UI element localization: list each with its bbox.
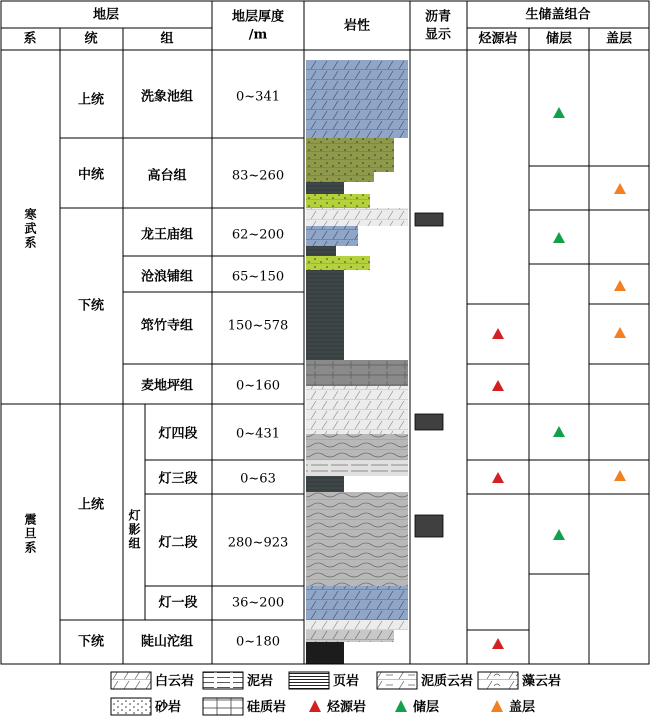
formation-name: 龙王庙组 [140, 227, 194, 243]
header-thickness-line1: 地层厚度 [231, 9, 285, 25]
legend-source-label: 烃源岩 [327, 700, 367, 715]
header-reservoir: 储层 [545, 31, 573, 47]
formation-thickness: 62~200 [231, 227, 285, 243]
series-cambrian-lower: 下统 [77, 298, 105, 314]
formation-thickness: 280~923 [227, 535, 289, 551]
legend-cap-triangle [491, 700, 503, 712]
series-sinian-upper: 上统 [77, 497, 105, 513]
legend-dolomite-label: 白云岩 [155, 674, 195, 689]
formation-thickness: 0~341 [236, 89, 280, 105]
reservoir-marker [553, 107, 565, 118]
legend-sandstone-swatch [111, 698, 151, 715]
group-dengying: 灯影组 [127, 509, 141, 551]
header-thickness-line2: /m [248, 27, 268, 43]
header-system: 系 [23, 31, 37, 47]
formation-thickness: 0~160 [236, 378, 280, 394]
legend-argillaceous-dolomite-label: 泥质云岩 [421, 674, 474, 689]
formation-name: 沧浪铺组 [140, 269, 194, 285]
series-cambrian-middle: 中统 [77, 167, 105, 183]
system-cambrian: 寒武系 [23, 208, 37, 250]
legend-algal-dolomite-label: 藻云岩 [522, 674, 562, 689]
formation-thickness: 0~180 [236, 634, 280, 650]
formation-thickness: 150~578 [227, 318, 289, 334]
legend-dolomite-swatch [111, 672, 151, 689]
bitumen-marks [415, 213, 443, 537]
series-sinian-lower: 下统 [77, 634, 105, 650]
legend-algal-dolomite-swatch [478, 672, 518, 689]
reservoir-marker [553, 529, 565, 540]
reservoir-markers [553, 107, 565, 540]
cap-marker [614, 470, 626, 481]
legend-siliceous-label: 硅质岩 [247, 700, 287, 715]
formation-name: 筇竹寺组 [140, 318, 194, 334]
legend-siliceous-swatch [203, 698, 243, 715]
formation-thickness: 65~150 [231, 269, 285, 285]
cap-marker [614, 327, 626, 338]
header-series: 统 [84, 31, 98, 47]
formation-name: 灯三段 [158, 471, 198, 487]
legend-reservoir-label: 储层 [413, 700, 440, 715]
header-formation: 组 [160, 31, 174, 47]
formation-thickness: 36~200 [231, 595, 285, 611]
reservoir-marker [553, 426, 565, 437]
formation-name: 灯二段 [158, 535, 198, 551]
formation-name: 高台组 [147, 168, 187, 184]
source-marker [492, 638, 504, 649]
cap-marker [614, 183, 626, 194]
source-marker [492, 328, 504, 339]
lithology-column [306, 60, 408, 664]
formation-thickness: 0~63 [240, 471, 276, 487]
header-lithology: 岩性 [343, 18, 371, 34]
legend-source-triangle [309, 700, 321, 712]
source-marker [492, 472, 504, 483]
header-cap: 盖层 [605, 31, 633, 47]
formation-name: 麦地坪组 [140, 378, 194, 394]
legend-shale-label: 页岩 [333, 674, 360, 689]
header-bitumen-line2: 显示 [424, 27, 452, 43]
formation-thickness: 0~431 [236, 426, 280, 442]
header-bitumen-line1: 沥青 [424, 9, 452, 25]
legend-cap-label: 盖层 [509, 700, 536, 715]
cap-marker [614, 280, 626, 291]
header-source: 烃源岩 [478, 31, 518, 47]
header-assemblage: 生储盖组合 [525, 7, 591, 23]
legend-shale-swatch [289, 672, 329, 689]
formation-name: 洗象池组 [140, 89, 194, 105]
formation-name: 灯四段 [158, 426, 198, 442]
legend-sandstone-label: 砂岩 [155, 700, 182, 715]
legend-mudstone-label: 泥岩 [247, 674, 274, 689]
legend-reservoir-triangle [395, 700, 407, 712]
reservoir-marker [553, 232, 565, 243]
source-rock-markers [492, 328, 504, 649]
formation-name: 陡山沱组 [140, 634, 194, 650]
formation-thickness: 83~260 [231, 168, 285, 184]
legend-argillaceous-dolomite-swatch [377, 672, 417, 689]
header-stratum: 地层 [92, 7, 120, 23]
legend-mudstone-swatch [203, 672, 243, 689]
formation-name: 灯一段 [158, 595, 198, 611]
source-marker [492, 380, 504, 391]
system-sinian: 震旦系 [23, 513, 37, 555]
series-cambrian-upper: 上统 [77, 92, 105, 108]
cap-markers [614, 183, 626, 481]
